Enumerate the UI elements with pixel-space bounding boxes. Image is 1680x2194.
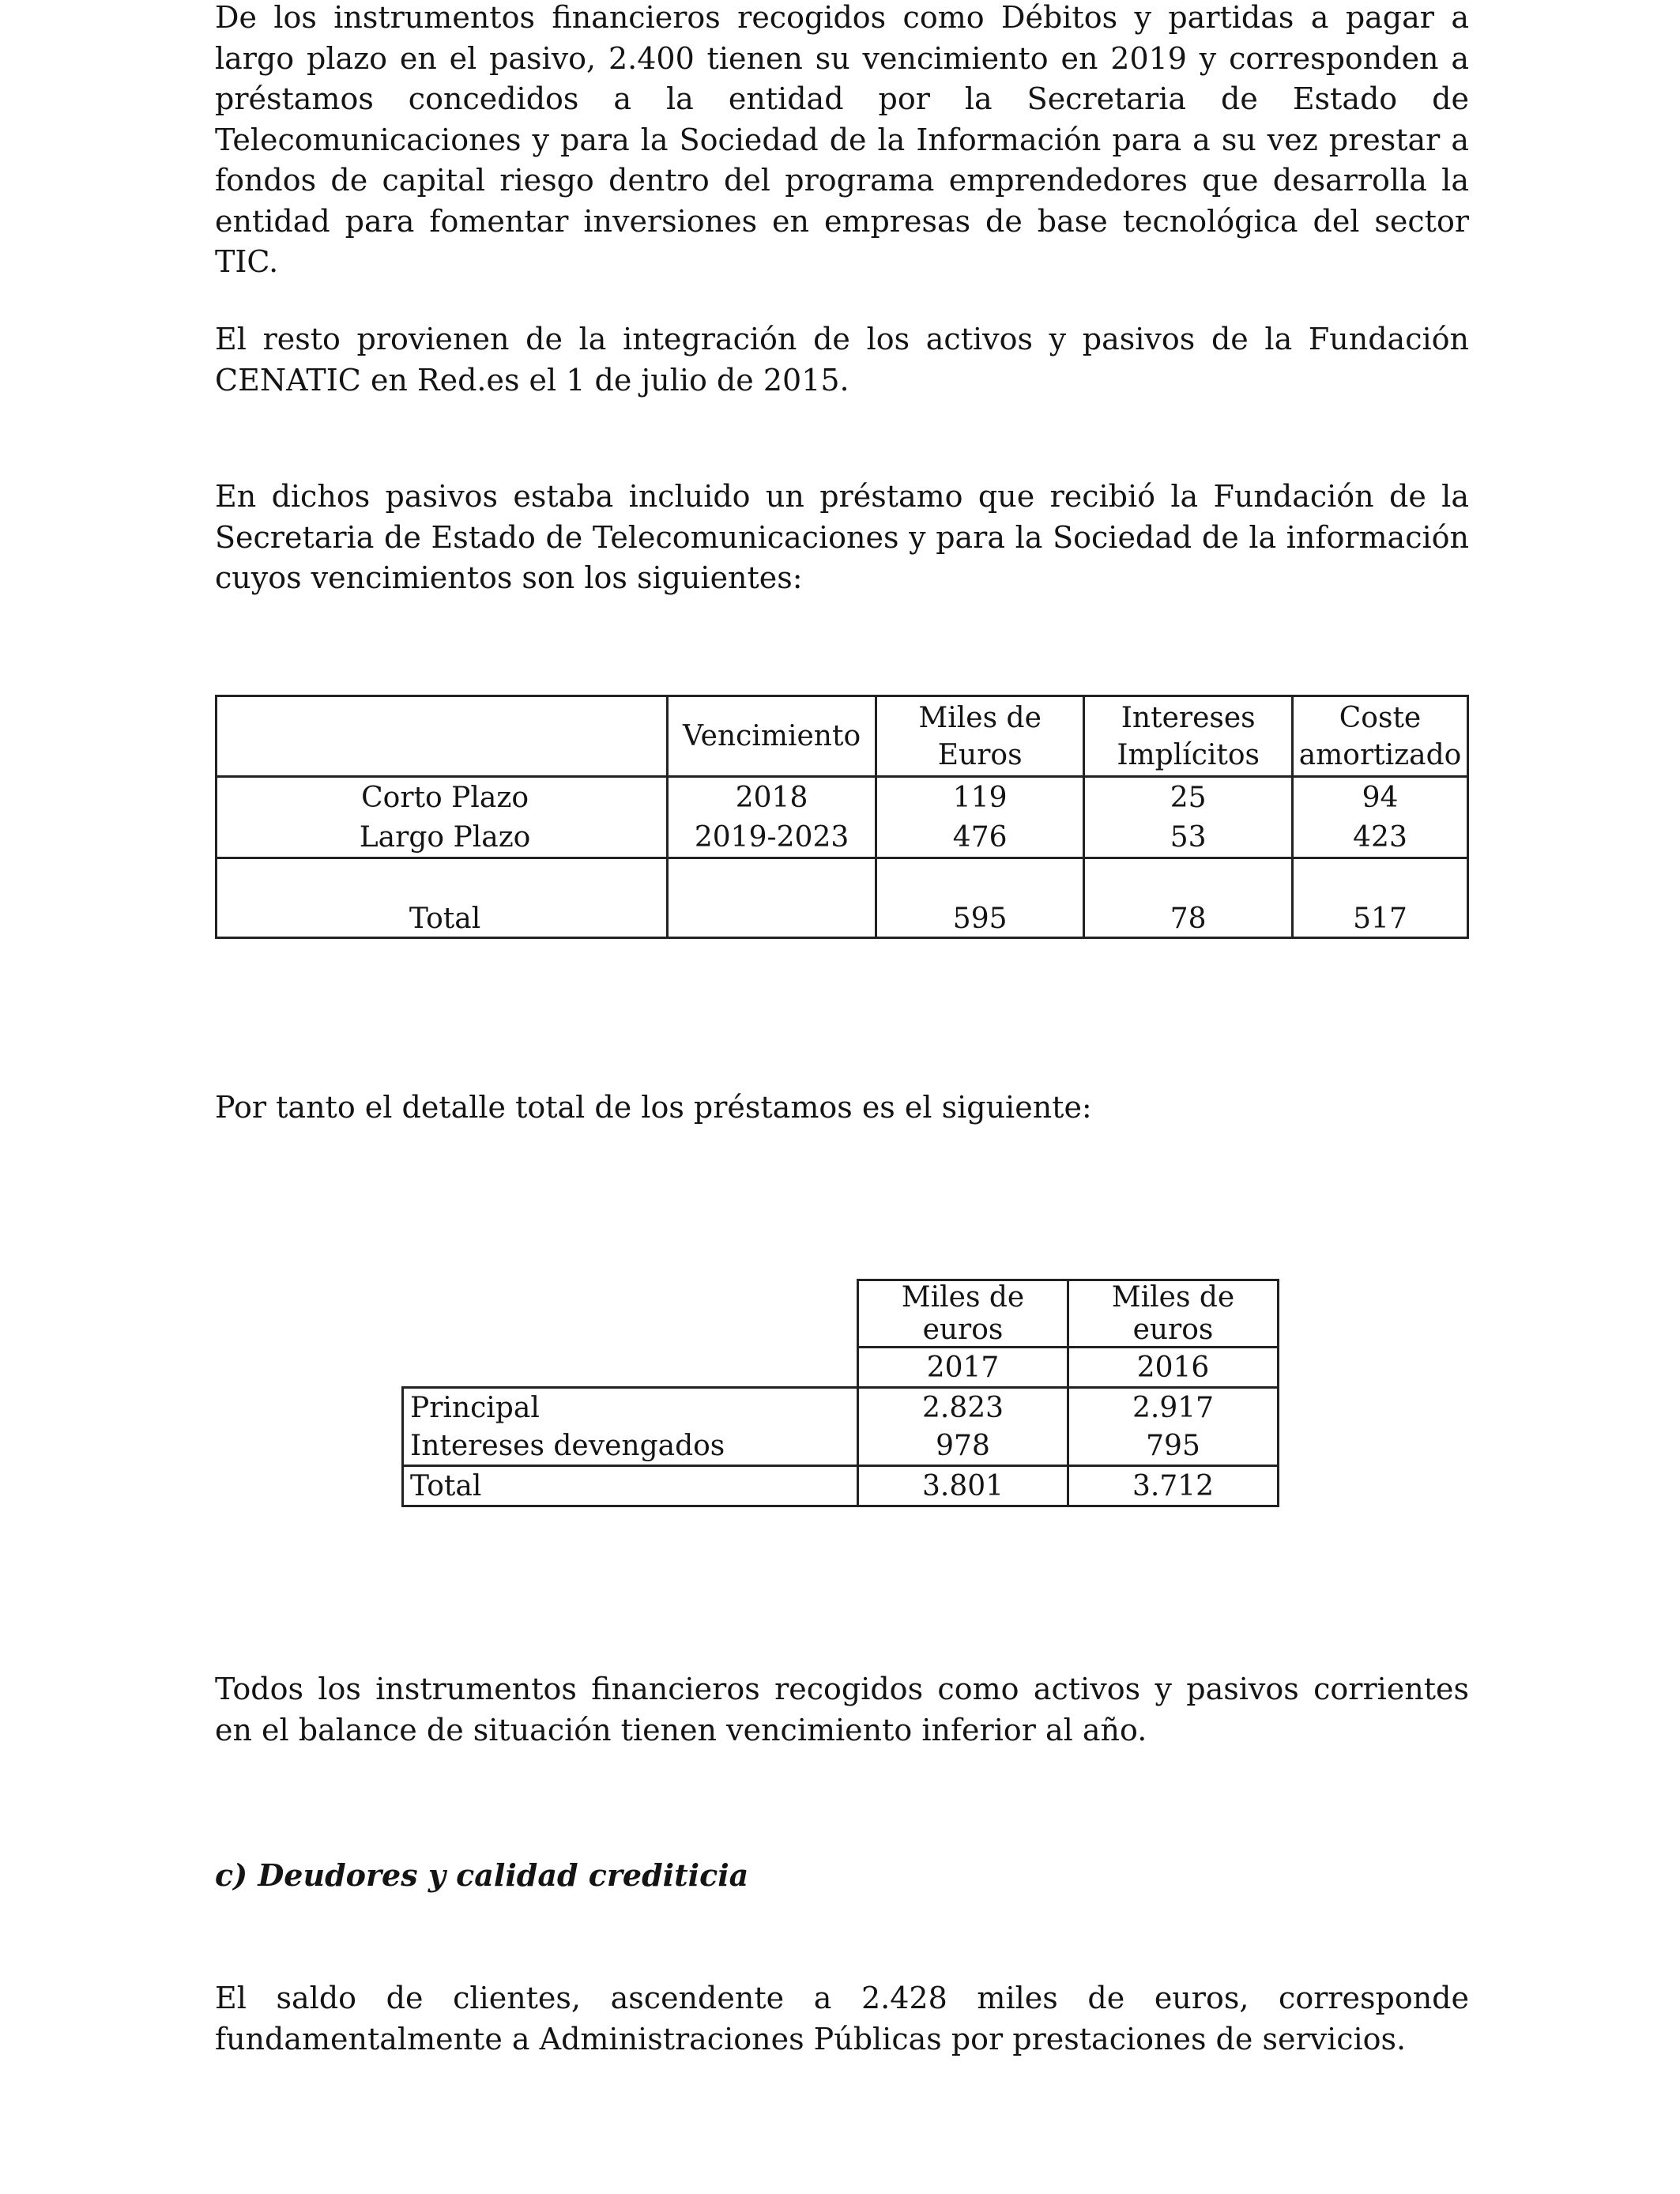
detail-year-2016: 2016	[1068, 1348, 1279, 1388]
header-coste-line1: Coste	[1339, 701, 1422, 734]
header-miles-euros: Miles de Euros	[876, 696, 1083, 777]
row-miles: 476	[876, 817, 1083, 858]
header-vencimiento: Vencimiento	[668, 696, 876, 777]
paragraph-cenatic: El resto provienen de la integración de los activos y pasivos de la Fundación CENATIC en Red.es el 1 de julio de 2015.	[215, 322, 1469, 398]
loan-maturity-table	[215, 695, 1469, 939]
table-row	[403, 1388, 1279, 1427]
table-row	[403, 1427, 1279, 1466]
header-label-cell	[217, 696, 668, 777]
row-vencimiento: 2018	[668, 777, 876, 818]
detail-header-2017: Miles de euros	[858, 1280, 1068, 1348]
total-intereses: 78	[1084, 858, 1293, 938]
detail-row-label: Principal	[403, 1388, 858, 1427]
table-header-row	[217, 696, 1468, 777]
header-intereses-line2: Implícitos	[1117, 738, 1260, 771]
detail-row-2017: 2.823	[858, 1388, 1068, 1427]
row-intereses: 25	[1084, 777, 1293, 818]
detail-row-label: Intereses devengados	[403, 1427, 858, 1466]
section-heading: c) Deudores y calidad crediticia	[215, 1857, 749, 1893]
total-coste: 517	[1293, 858, 1468, 938]
paragraph-clientes: El saldo de clientes, ascendente a 2.428 miles de euros, corresponde fundamentalmente a Administraciones Públicas por prestaciones de servicios.	[215, 1981, 1469, 2056]
paragraph-corrientes: Todos los instrumentos financieros recogidos como activos y pasivos corrientes en el balance de situación tienen vencimiento inferior al año.	[215, 1672, 1469, 1747]
header-coste-line2: amortizado	[1298, 738, 1462, 771]
table-total-row	[217, 858, 1468, 938]
detail-year-row	[403, 1348, 1279, 1388]
table-row	[217, 777, 1468, 818]
detail-row-2016: 3.712	[1068, 1466, 1279, 1506]
table-row	[217, 817, 1468, 858]
detail-empty-cell	[403, 1348, 858, 1388]
row-label: Largo Plazo	[217, 817, 668, 858]
total-label: Total	[217, 858, 668, 938]
row-intereses: 53	[1084, 817, 1293, 858]
detail-year-2017: 2017	[858, 1348, 1068, 1388]
row-coste: 423	[1293, 817, 1468, 858]
header-intereses-line1: Intereses	[1121, 701, 1256, 734]
detail-row-label: Total	[403, 1466, 858, 1506]
detail-header-row	[403, 1280, 1279, 1348]
paragraph-detalle: Por tanto el detalle total de los préstamos es el siguiente:	[215, 1090, 1092, 1125]
paragraph-debitos: De los instrumentos financieros recogidos como Débitos y partidas a pagar a largo plazo en el pasivo, 2.400 tienen su vencimiento en 2019 y corresponden a préstamos concedidos a la entidad por la Secretaria de Estado de Telecomunicaciones y para la Sociedad de la Información para a su vez prestar a fondos de capital riesgo dentro del programa emprendedores que desarrolla la entidad para fomentar inversiones en empresas de base tecnológica del sector TIC.	[215, 0, 1469, 279]
detail-row-2016: 2.917	[1068, 1388, 1279, 1427]
loan-detail-table	[401, 1279, 1279, 1507]
detail-row-2017: 3.801	[858, 1466, 1068, 1506]
detail-row-2017: 978	[858, 1427, 1068, 1466]
table-total-row	[403, 1466, 1279, 1506]
row-miles: 119	[876, 777, 1083, 818]
total-vencimiento	[668, 858, 876, 938]
header-intereses	[1084, 696, 1293, 777]
detail-header-2016: Miles de euros	[1068, 1280, 1279, 1348]
row-coste: 94	[1293, 777, 1468, 818]
row-vencimiento: 2019-2023	[668, 817, 876, 858]
detail-empty-cell	[403, 1280, 858, 1348]
row-label: Corto Plazo	[217, 777, 668, 818]
paragraph-prestamo: En dichos pasivos estaba incluido un préstamo que recibió la Fundación de la Secretaria de Estado de Telecomunicaciones y para la Sociedad de la información cuyos vencimientos son los siguientes:	[215, 479, 1469, 595]
header-coste	[1293, 696, 1468, 777]
total-miles: 595	[876, 858, 1083, 938]
detail-row-2016: 795	[1068, 1427, 1279, 1466]
